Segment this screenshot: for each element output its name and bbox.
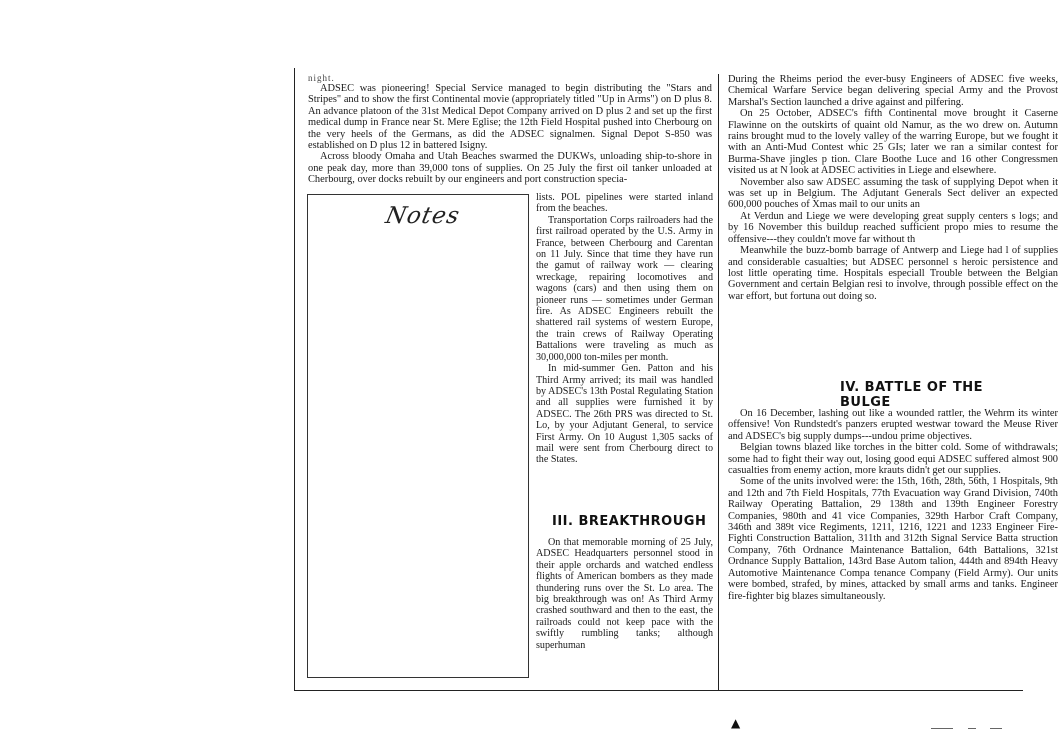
column-one — [308, 75, 712, 186]
cut-off-fragment: night. — [308, 73, 335, 83]
scan-artifact-line — [968, 728, 976, 729]
left-border-line — [294, 68, 295, 690]
ink-blot-mark: ▲ — [731, 716, 741, 730]
column-three — [728, 74, 1058, 302]
bottom-border-line — [294, 690, 1023, 691]
paragraph: November also saw ADSEC assuming the task of supplying Depot when it was set up in Belgium. The Adjutant Generals Sect deliver an expected 600,000 pouches of Xmas mail to our units an — [728, 176, 1058, 211]
paragraph: At Verdun and Liege we were developing great supply centers s logs; and by 16 November this buildup reached sufficient propo mies to resume the offensive---they couldn't move far without th — [728, 210, 1058, 245]
paragraph: Transportation Corps railroaders had the first railroad operated by the U.S. Army in France, between Cherbourg and Carentan on 11 July. Since that time they have run the gamut of railway work — clearing wreckage, repairing locomotives and wagons (cars) and then using them on pioneer runs — sometimes under German fire. As ADSEC Engineers rebuilt the shattered rail systems of western Europe, the train crews of Railway Operating Battalions were traveling as much as 30,000,000 ton-miles per month. — [536, 214, 713, 363]
column-two-lower — [536, 537, 713, 651]
paragraph: On 25 October, ADSEC's fifth Continental move brought it Caserne Flawinne on the outskirts of quaint old Namur, as the wo drew on. Autumn rains brought mud to the lovely valley of the warring Europe, but we fought it with an Anti-Mud Contest whic 25 GIs; later we ran a similar contest for Burma-Shave jingles p tion. Clare Boothe Luce and 16 other Congressmen visited us at N look at ADSEC activities in Liege and elsewhere. — [728, 108, 1058, 177]
notes-title: Notes — [383, 203, 463, 229]
column-two — [536, 192, 713, 466]
paragraph: In mid-summer Gen. Patton and his Third Army arrived; its mail was handled by ADSEC's 13th Postal Regulating Station and all supplies were furnished it by ADSEC. The 26th PRS was directed to St. Lo, by your Adjutant General, to service First Army. On 10 August 1,305 sacks of mail were sent from Cherbourg direct to the States. — [536, 363, 713, 466]
paragraph: During the Rheims period the ever-busy Engineers of ADSEC five weeks, Chemical Warfare Service began delivering special Army and the Provost Marshal's Section launched a drive against and pilfering. — [728, 74, 1058, 108]
paragraph: On 16 December, lashing out like a wounded rattler, the Wehrm its winter offensive! Von Rundstedt's panzers erupted westwar toward the Meuse River and ADSEC's big supply dumps---undou prime objectives. — [728, 408, 1058, 442]
notes-box — [307, 194, 529, 678]
scan-artifact-line — [931, 728, 953, 729]
paragraph: Belgian towns blazed like torches in the bitter cold. Some of withdrawals; some had to fight their way out, losing good equi ADSEC suffered almost 900 casualties from enemy action, more krauts didn't get our supplies. — [728, 442, 1058, 477]
paragraph: ADSEC was pioneering! Special Service managed to begin distributing the "Stars and Stripes" and to show the first Continental movie (appropriately titled "Up in Arms") on D plus 8. An advance platoon of the 31st Medical Depot Company arrived on D plus 2 and set up the first medical dump in France near St. Mere Eglise; the 12th Field Hospital pushed into Cherbourg on the very heels of the Germans, as did the ADSEC signalmen. Signal Depot S-850 was established on D plus 12 in battered Isigny. — [308, 83, 712, 152]
section-heading-breakthrough: III. BREAKTHROUGH — [552, 514, 707, 529]
column-divider-line — [718, 74, 719, 690]
scan-artifact-line — [990, 728, 1002, 729]
column-three-clip — [724, 74, 1058, 686]
section-heading-bulge: IV. BATTLE OF THE BULGE — [840, 380, 983, 410]
paragraph: Some of the units involved were: the 15th, 16th, 28th, 56th, 1 Hospitals, 9th and 12th and 7th Field Hospitals, 77th Evacuation way Grand Division, 740th Railway Operating Battalion, 29 138th and 139th Engineer Forestry Companies, 980th and 41 vice Companies, 329th Harbor Craft Company, 346th and 389t vice Regiments, 1211, 1216, 1221 and 1233 Engineer Fire-Fighti Construction Battalion, 311th and 312th Signal Service Batta struction Company, 76th Ordnance Maintenance Battalion, 64th Battalions, 321st Ordnance Supply Battalion, 143rd Base Autom talion, 444th and 894th Heavy Automotive Maintenance Compa tenance Company (Field Army). Our units were bombed, strafed, by mines, attacked by small arms and tanks. Engineer fire-fighter big blazes simultaneously. — [728, 476, 1058, 602]
paragraph: Meanwhile the buzz-bomb barrage of Antwerp and Liege had l of supplies and considerable casualties; but ADSEC personnel s heroic persistence and lost little operating time. Hospitals especiall Trouble between the Belgian Government and certain Belgian resi to involve, through possible effect on the war effort, but fortuna out doing so. — [728, 245, 1058, 302]
paragraph: Across bloody Omaha and Utah Beaches swarmed the DUKWs, unloading ship-to-shore in one peak day, more than 39,000 tons of supplies. On 25 July the first oil tanker unloaded at Cherbourg, over docks rebuilt by our engineers and port construction specia- — [308, 151, 712, 186]
paragraph: lists. POL pipelines were started inland from the beaches. — [536, 192, 713, 215]
column-three-lower — [728, 408, 1058, 602]
paragraph: On that memorable morning of 25 July, ADSEC Headquarters personnel stood in their apple orchards and watched endless flights of American bombers as they made thundering runs over the St. Lo area. The big breakthrough was on! As Third Army crashed southward and then to the east, the railroads could not keep pace with the swiftly rumbling tanks; although superhuman — [536, 537, 713, 651]
